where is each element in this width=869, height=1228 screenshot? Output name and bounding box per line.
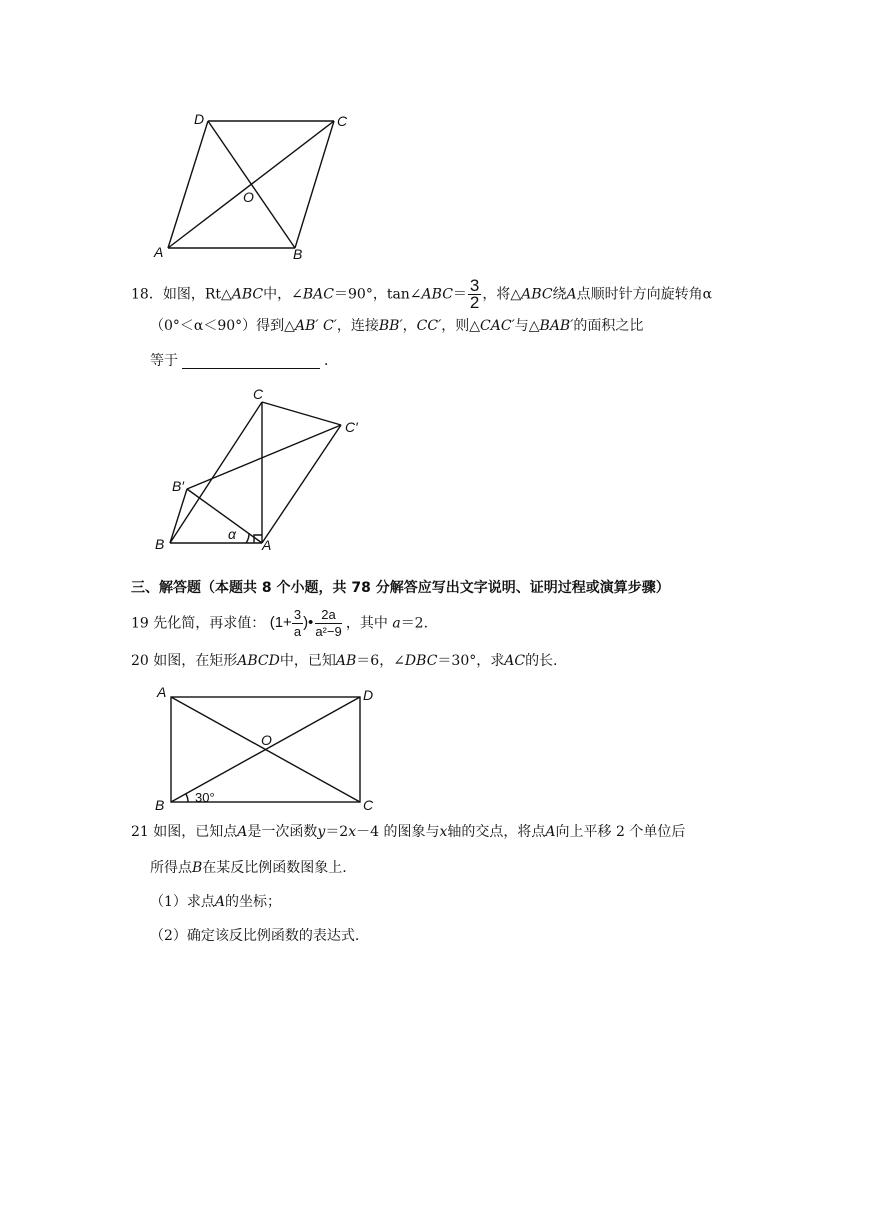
q18-text: 绕 [552, 286, 567, 303]
q18-var: BAB′ [539, 318, 574, 334]
q20-var: AC [504, 653, 526, 669]
q18-text: 如图，Rt△ [162, 286, 232, 303]
q18-text: ． [324, 353, 338, 369]
fraction-numerator: 3 [469, 276, 480, 295]
q18-text: 中，∠ [263, 286, 303, 303]
q21-part1 [150, 892, 281, 912]
section-title: 三、解答题（本题共 8 个小题，共 78 分解答应写出文字说明、证明过程或演算步骤） [131, 580, 670, 596]
label-C: C [363, 797, 374, 813]
q20-var: DBC [404, 653, 438, 669]
expr-open: (1+ [269, 614, 292, 632]
q19-var: a [392, 615, 401, 632]
q20-text: 20 如图，在矩形 [131, 653, 238, 669]
q21-text: （1）求点 [150, 894, 215, 910]
q18-var: BB′ [378, 318, 403, 334]
q21-text: －4 的图象与 [356, 824, 440, 840]
label-B: B [155, 797, 165, 813]
q20-text: 的长. [525, 653, 558, 669]
q18-var: CAC′ [480, 318, 515, 334]
label-B-prime: B′ [172, 478, 184, 494]
expr-close: )• [303, 614, 314, 632]
q21-var: A [214, 894, 226, 910]
q21-var: y [317, 824, 326, 840]
label-B: B [293, 246, 303, 262]
q20-var: AB [335, 653, 357, 669]
fraction-numerator: 3 [293, 607, 302, 622]
q19-text: 19 先化简，再求值： [131, 615, 266, 632]
q21-text: 向上平移 2 个单位后 [555, 824, 686, 840]
q21-text: 所得点 [150, 860, 192, 876]
q21-line2 [150, 858, 347, 878]
fraction-denominator: a²−9 [315, 624, 342, 639]
q18-text: （0°＜α＜90°）得到△ [150, 318, 295, 334]
q18-text: ，则△ [441, 318, 481, 334]
label-C-prime: C′ [345, 419, 358, 435]
fraction-numerator: 2a [315, 607, 341, 624]
fraction-denominator: 2 [469, 293, 480, 312]
label-A: A [157, 684, 167, 700]
label-B: B [155, 536, 165, 552]
q18-number: 18． [131, 286, 163, 303]
q18-text: 等于 [150, 353, 178, 369]
label-O: O [243, 189, 254, 205]
label-D: D [363, 687, 374, 703]
q20-text: 中，已知 [279, 653, 336, 669]
q18-text: ，连接 [336, 318, 379, 334]
q20-text: ＝30°，求 [437, 653, 505, 669]
q21-var: B [192, 860, 203, 876]
label-angle-30: 30° [195, 790, 215, 805]
label-C: C [253, 386, 264, 402]
q18-text: ＝90°，tan∠ [334, 286, 422, 303]
label-C: C [337, 113, 348, 129]
q19-text: ，其中 [345, 615, 388, 632]
q18-var: A [566, 286, 577, 303]
q21-text: 在某反比例函数图象上. [202, 860, 347, 876]
q21-text: 的坐标； [225, 894, 282, 910]
label-A: A [262, 537, 272, 553]
label-O: O [261, 732, 272, 748]
q21-var: x [439, 824, 448, 840]
fraction-denominator: a [293, 624, 302, 639]
q21-line1 [131, 822, 685, 842]
q19-text: ＝2. [400, 615, 429, 632]
q21-text: 是一次函数 [247, 824, 318, 840]
q21-var: x [348, 824, 357, 840]
q21-text: 21 如图，已知点 [131, 824, 238, 840]
q21-part2: （2）确定该反比例函数的表达式. [150, 928, 360, 944]
q21-var: A [237, 824, 248, 840]
label-A: A [154, 244, 164, 260]
q18-var: AB′ C′ [294, 318, 337, 334]
label-D: D [194, 111, 205, 127]
q20-var: ABCD [237, 653, 280, 669]
q18-text: ＝ [452, 286, 467, 303]
q18-var: BAC [302, 286, 334, 303]
q18-text: 的面积之比 [573, 318, 644, 334]
q21-text: ＝2 [325, 824, 349, 840]
q18-text: ，将△ [482, 286, 522, 303]
label-alpha: α [228, 526, 236, 542]
q21-var: A [545, 824, 556, 840]
q18-text: 与△ [514, 318, 540, 334]
q18-var: CC′ [416, 318, 442, 334]
q18-var: ABC [421, 286, 453, 303]
q21-text: 轴的交点，将点 [447, 824, 546, 840]
q20-text: ＝6，∠ [356, 653, 405, 669]
q18-var: ABC [521, 286, 553, 303]
q18-text: 点顺时针方向旋转角α [576, 286, 713, 303]
q18-var: ABC [231, 286, 264, 303]
q18-text: ， [402, 318, 417, 334]
